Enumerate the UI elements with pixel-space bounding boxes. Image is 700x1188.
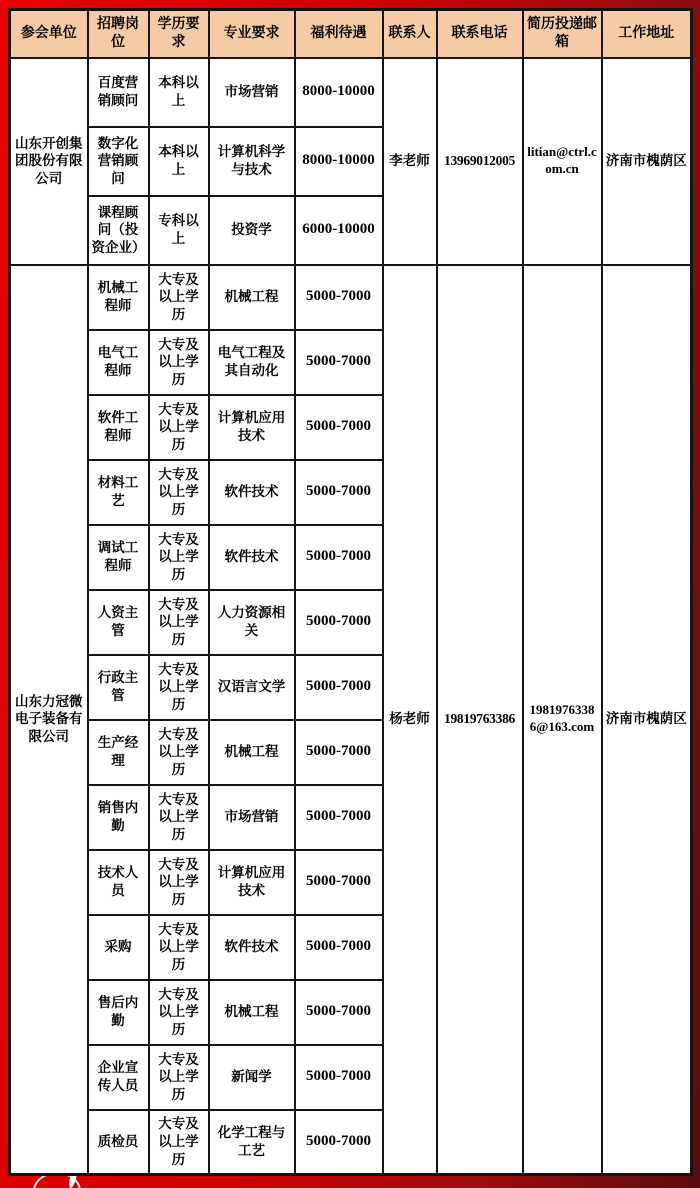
salary-range: 5000-7000 [295, 265, 383, 330]
job-row [10, 265, 692, 330]
salary-range: 5000-7000 [295, 460, 383, 525]
education-requirement: 大专及以上学历 [149, 1045, 209, 1110]
position-title: 人资主管 [88, 590, 149, 655]
salary-range: 5000-7000 [295, 525, 383, 590]
major-requirement: 机械工程 [209, 980, 295, 1045]
salary-range: 6000-10000 [295, 196, 383, 265]
position-title: 软件工程师 [88, 395, 149, 460]
job-row [10, 58, 692, 127]
education-requirement: 大专及以上学历 [149, 1110, 209, 1175]
education-requirement: 大专及以上学历 [149, 525, 209, 590]
salary-range: 5000-7000 [295, 395, 383, 460]
education-requirement: 大专及以上学历 [149, 785, 209, 850]
company-name: 山东开创集团股份有限公司 [10, 58, 88, 265]
company-name: 山东力冠微电子装备有限公司 [10, 265, 88, 1175]
position-title: 销售内勤 [88, 785, 149, 850]
work-address: 济南市槐荫区 [602, 58, 692, 265]
education-requirement: 大专及以上学历 [149, 590, 209, 655]
salary-range: 5000-7000 [295, 590, 383, 655]
position-title: 电气工程师 [88, 330, 149, 395]
education-requirement: 大专及以上学历 [149, 265, 209, 330]
major-requirement: 机械工程 [209, 265, 295, 330]
education-requirement: 本科以上 [149, 58, 209, 127]
major-requirement: 市场营销 [209, 785, 295, 850]
salary-range: 8000-10000 [295, 58, 383, 127]
salary-range: 5000-7000 [295, 1110, 383, 1175]
position-title: 机械工程师 [88, 265, 149, 330]
header-contact: 联系人 [383, 10, 437, 58]
major-requirement: 计算机科学与技术 [209, 127, 295, 196]
resume-email: litian@ctrl.com.cn [523, 58, 602, 265]
position-title: 售后内勤 [88, 980, 149, 1045]
major-requirement: 机械工程 [209, 720, 295, 785]
position-title: 调试工程师 [88, 525, 149, 590]
position-title: 质检员 [88, 1110, 149, 1175]
major-requirement: 软件技术 [209, 915, 295, 980]
position-title: 采购 [88, 915, 149, 980]
work-address: 济南市槐荫区 [602, 265, 692, 1175]
education-requirement: 大专及以上学历 [149, 915, 209, 980]
education-requirement: 大专及以上学历 [149, 850, 209, 915]
major-requirement: 计算机应用技术 [209, 395, 295, 460]
salary-range: 5000-7000 [295, 980, 383, 1045]
salary-range: 8000-10000 [295, 127, 383, 196]
header-position: 招聘岗位 [88, 10, 149, 58]
major-requirement: 汉语言文学 [209, 655, 295, 720]
education-requirement: 大专及以上学历 [149, 330, 209, 395]
major-requirement: 市场营销 [209, 58, 295, 127]
resume-email: 19819763386@163.com [523, 265, 602, 1175]
header-phone: 联系电话 [437, 10, 523, 58]
education-requirement: 大专及以上学历 [149, 980, 209, 1045]
major-requirement: 投资学 [209, 196, 295, 265]
salary-range: 5000-7000 [295, 915, 383, 980]
major-requirement: 软件技术 [209, 460, 295, 525]
header-address: 工作地址 [602, 10, 692, 58]
education-requirement: 本科以上 [149, 127, 209, 196]
header-company: 参会单位 [10, 10, 88, 58]
major-requirement: 新闻学 [209, 1045, 295, 1110]
table-header-row [10, 10, 692, 58]
contact-person: 李老师 [383, 58, 437, 265]
salary-range: 5000-7000 [295, 850, 383, 915]
contact-phone: 13969012005 [437, 58, 523, 265]
education-requirement: 大专及以上学历 [149, 395, 209, 460]
position-title: 技术人员 [88, 850, 149, 915]
position-title: 行政主管 [88, 655, 149, 720]
header-major: 专业要求 [209, 10, 295, 58]
position-title: 生产经理 [88, 720, 149, 785]
major-requirement: 软件技术 [209, 525, 295, 590]
header-education: 学历要求 [149, 10, 209, 58]
major-requirement: 电气工程及其自动化 [209, 330, 295, 395]
position-title: 课程顾问（投资企业） [88, 196, 149, 265]
major-requirement: 化学工程与工艺 [209, 1110, 295, 1175]
recruitment-table [8, 8, 693, 1176]
contact-phone: 19819763386 [437, 265, 523, 1175]
position-title: 百度营销顾问 [88, 58, 149, 127]
major-requirement: 计算机应用技术 [209, 850, 295, 915]
header-email: 简历投递邮箱 [523, 10, 602, 58]
salary-range: 5000-7000 [295, 1045, 383, 1110]
salary-range: 5000-7000 [295, 330, 383, 395]
education-requirement: 大专及以上学历 [149, 720, 209, 785]
education-requirement: 专科以上 [149, 196, 209, 265]
position-title: 材料工艺 [88, 460, 149, 525]
major-requirement: 人力资源相关 [209, 590, 295, 655]
education-requirement: 大专及以上学历 [149, 655, 209, 720]
salary-range: 5000-7000 [295, 785, 383, 850]
contact-person: 杨老师 [383, 265, 437, 1175]
salary-range: 5000-7000 [295, 655, 383, 720]
education-requirement: 大专及以上学历 [149, 460, 209, 525]
position-title: 企业宣传人员 [88, 1045, 149, 1110]
salary-range: 5000-7000 [295, 720, 383, 785]
position-title: 数字化营销顾问 [88, 127, 149, 196]
header-salary: 福利待遇 [295, 10, 383, 58]
